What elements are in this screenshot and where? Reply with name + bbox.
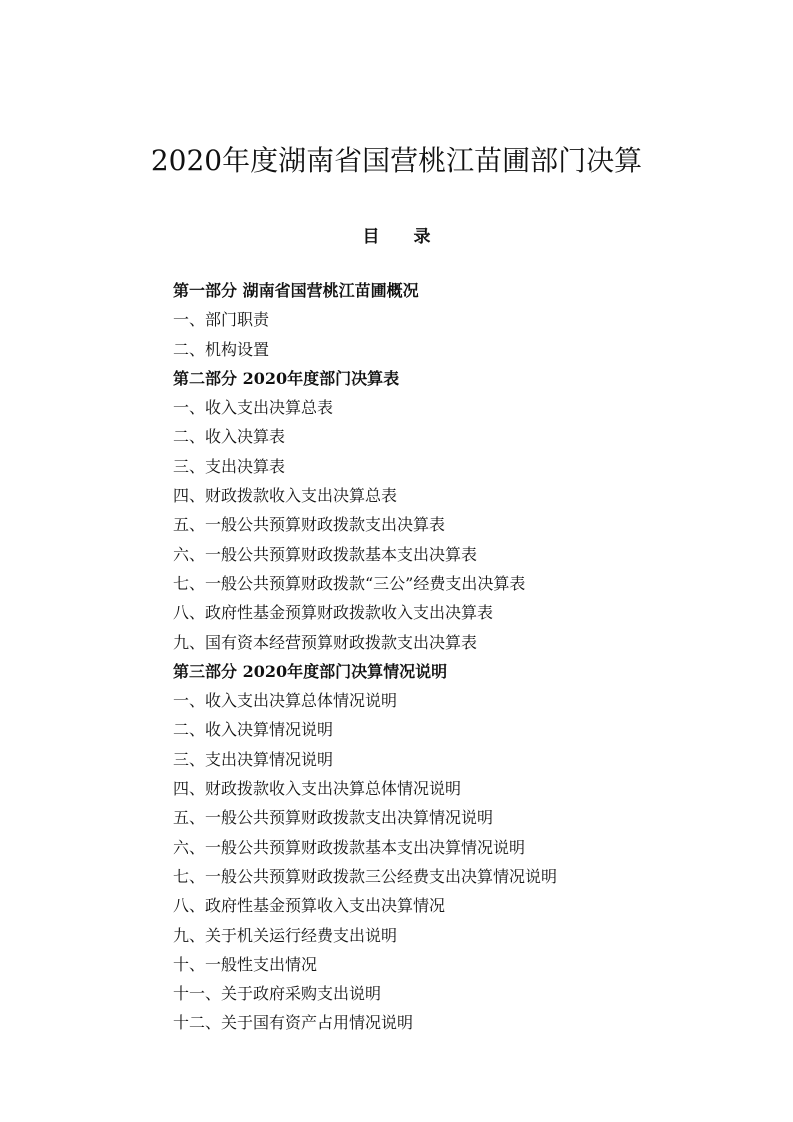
toc-heading: 目 录 — [362, 227, 445, 247]
toc-entry: 一、收入支出决算总表 — [173, 398, 334, 418]
toc-entry: 十二、关于国有资产占用情况说明 — [173, 1013, 414, 1033]
toc-entry: 一、收入支出决算总体情况说明 — [173, 691, 398, 711]
toc-entry: 八、政府性基金预算收入支出决算情况 — [173, 896, 446, 916]
toc-entry: 三、支出决算表 — [173, 456, 286, 476]
toc-entry: 九、国有资本经营预算财政拨款支出决算表 — [173, 632, 478, 652]
document-title: 2020年度湖南省国营桃江苗圃部门决算 — [150, 144, 643, 177]
toc-entry: 十一、关于政府采购支出说明 — [173, 984, 382, 1004]
toc-entry: 九、关于机关运行经费支出说明 — [173, 925, 398, 945]
toc-part-heading: 第三部分 2020年度部门决算情况说明 — [173, 661, 448, 681]
toc-entry: 一、部门职责 — [173, 310, 270, 330]
toc-part-heading: 第一部分 湖南省国营桃江苗圃概况 — [173, 281, 419, 300]
toc-entry: 三、支出决算情况说明 — [173, 749, 334, 769]
table-of-contents — [173, 276, 733, 1038]
toc-entry: 二、收入决算情况说明 — [173, 720, 334, 740]
toc-entry: 十、一般性支出情况 — [173, 954, 318, 974]
toc-entry: 七、一般公共预算财政拨款“三公”经费支出决算表 — [173, 573, 526, 593]
toc-entry: 六、一般公共预算财政拨款基本支出决算表 — [173, 544, 478, 564]
toc-entry: 四、财政拨款收入支出决算总体情况说明 — [173, 779, 462, 799]
toc-entry: 四、财政拨款收入支出决算总表 — [173, 486, 398, 506]
toc-entry: 五、一般公共预算财政拨款支出决算表 — [173, 515, 446, 535]
toc-part-heading: 第二部分 2020年度部门决算表 — [173, 368, 400, 388]
toc-entry: 八、政府性基金预算财政拨款收入支出决算表 — [173, 603, 494, 623]
toc-entry: 五、一般公共预算财政拨款支出决算情况说明 — [173, 808, 494, 828]
toc-entry: 二、收入决算表 — [173, 427, 286, 447]
toc-entry: 二、机构设置 — [173, 339, 270, 359]
toc-entry: 七、一般公共预算财政拨款三公经费支出决算情况说明 — [173, 866, 558, 886]
toc-entry: 六、一般公共预算财政拨款基本支出决算情况说明 — [173, 837, 526, 857]
